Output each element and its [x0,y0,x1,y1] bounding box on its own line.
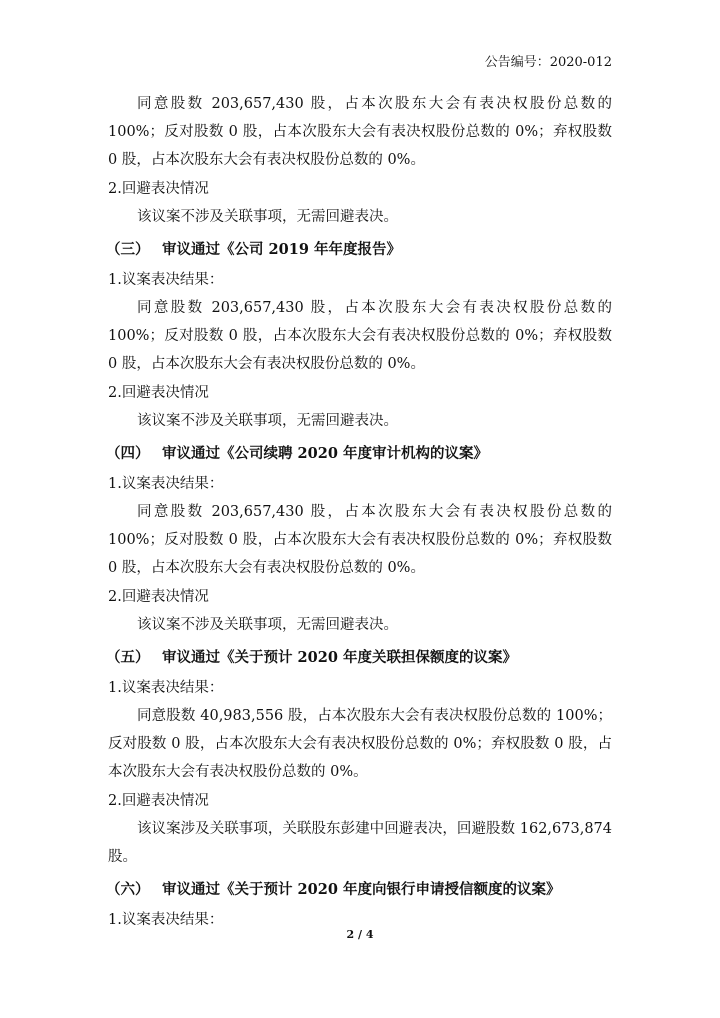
subsection-label: 1.议案表决结果： [108,680,224,696]
section-title: 审议通过《公司 2019 年年度报告》 [162,241,401,258]
section-heading [106,236,612,264]
vote-paragraph: 同意股数 203,657,430 股，占本次股东大会有表决权股份总数的 100%；反对股数 0 股，占本次股东大会有表决权股份总数的 0%；弃权股数 0 股，占本次股东大会有表决权股份总数的 0%。 [108,300,612,372]
section-title: 审议通过《公司续聘 2020 年度审计机构的议案》 [162,445,488,462]
section-title: 审议通过《关于预计 2020 年度关联担保额度的议案》 [162,649,517,666]
subsection-label: 2.回避表决情况 [108,385,209,401]
avoidance-note: 该议案不涉及关联事项，无需回避表决。 [137,209,398,225]
subsection-label: 2.回避表决情况 [108,793,209,809]
section-number: （六） [106,881,150,898]
page-number: 2 / 4 [346,928,374,941]
vote-paragraph: 该议案涉及关联事项，关联股东彭建中回避表决，回避股数 162,673,874 股。 [108,821,612,865]
avoidance-note: 该议案不涉及关联事项，无需回避表决。 [137,413,398,429]
document-body [108,90,612,934]
vote-paragraph: 同意股数 203,657,430 股，占本次股东大会有表决权股份总数的 100%；反对股数 0 股，占本次股东大会有表决权股份总数的 0%；弃权股数 0 股，占本次股东大会有表决权股份总数的 0%。 [108,504,612,576]
announcement-number: 公告编号：2020-012 [484,55,612,70]
section-heading [106,876,612,904]
vote-paragraph: 同意股数 203,657,430 股，占本次股东大会有表决权股份总数的 100%；反对股数 0 股，占本次股东大会有表决权股份总数的 0%；弃权股数 0 股，占本次股东大会有表决权股份总数的 0%。 [108,96,612,168]
section-number: （四） [106,445,150,462]
subsection-label: 2.回避表决情况 [108,589,209,605]
vote-paragraph: 同意股数 40,983,556 股，占本次股东大会有表决权股份总数的 100%；反对股数 0 股，占本次股东大会有表决权股份总数的 0%；弃权股数 0 股，占本次股东大会有表决权股份总数的 0%。 [108,708,612,780]
section-heading [106,644,612,672]
section-heading [106,440,612,468]
avoidance-note: 该议案不涉及关联事项，无需回避表决。 [137,617,398,633]
subsection-label: 1.议案表决结果： [108,476,224,492]
section-title: 审议通过《关于预计 2020 年度向银行申请授信额度的议案》 [162,881,561,898]
subsection-label: 1.议案表决结果： [108,272,224,288]
section-number: （五） [106,649,150,666]
subsection-label: 1.议案表决结果： [108,912,224,928]
section-number: （三） [106,241,150,258]
subsection-label: 2.回避表决情况 [108,181,209,197]
